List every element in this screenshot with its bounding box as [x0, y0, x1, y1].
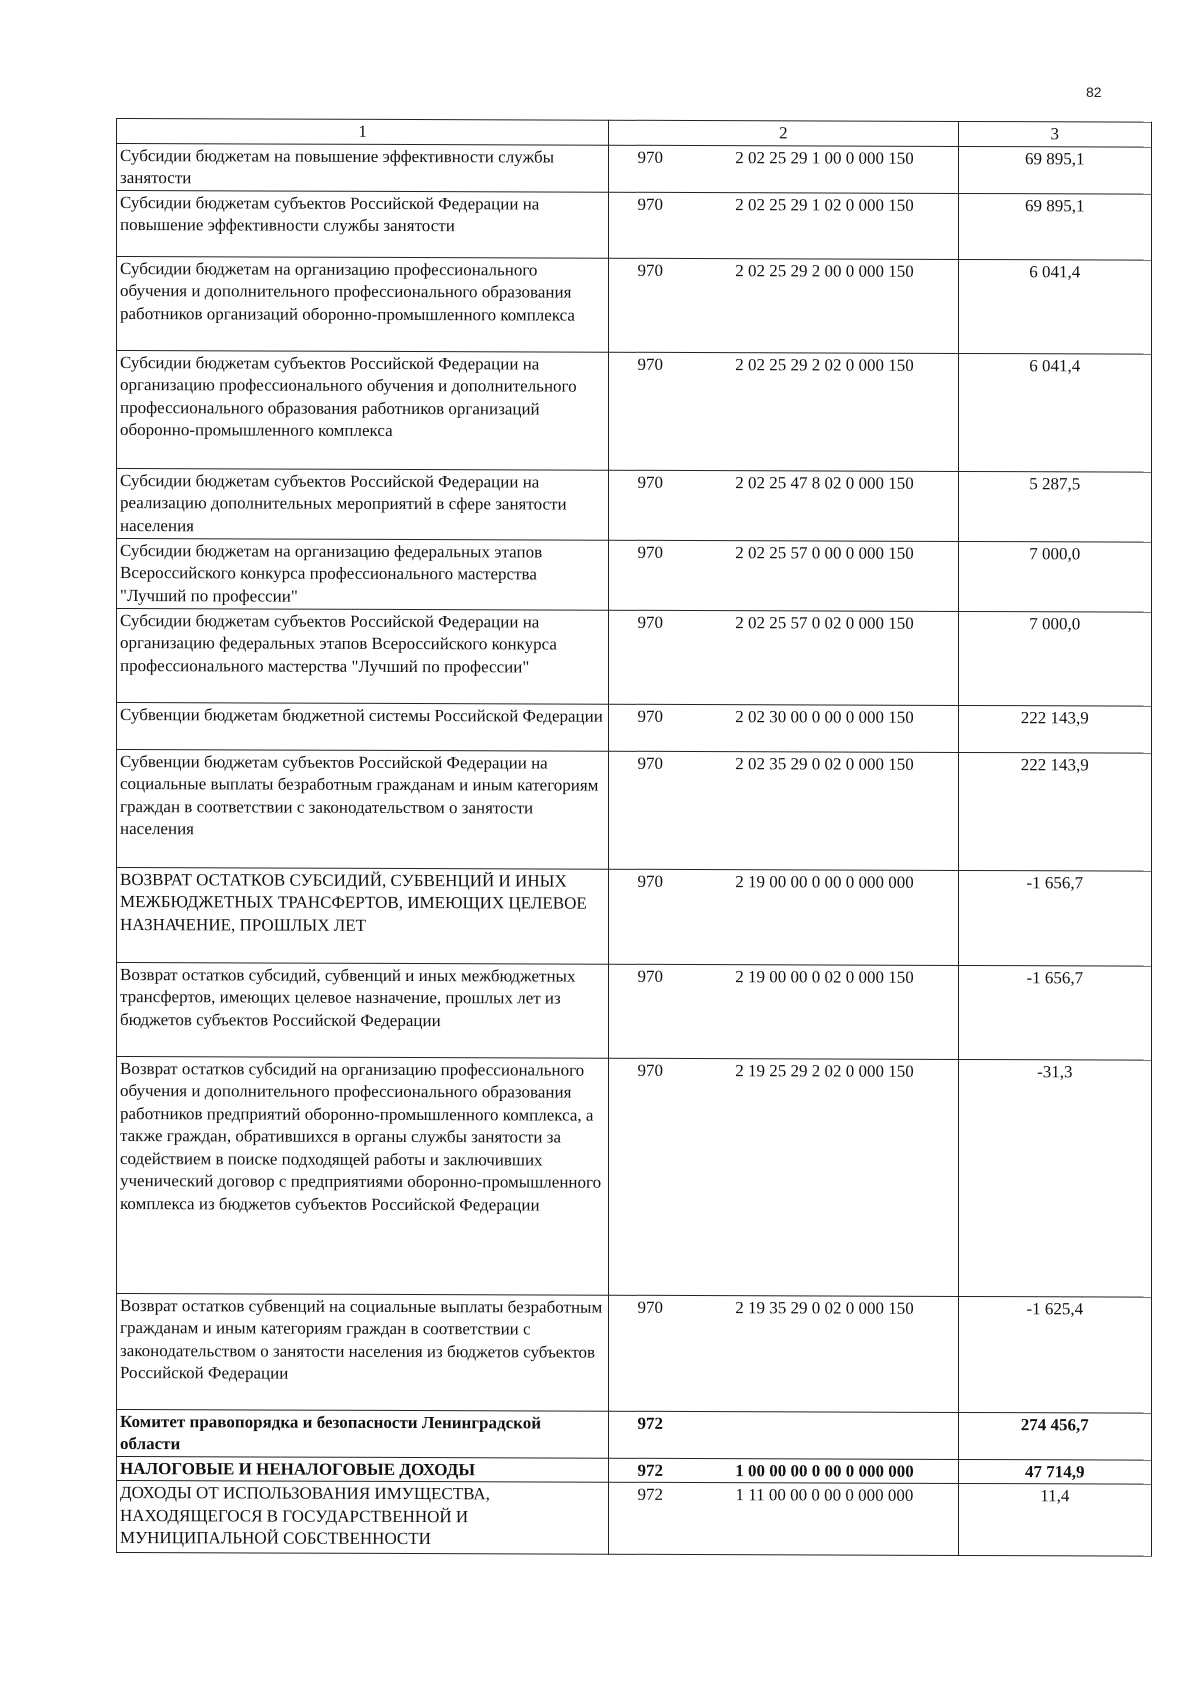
- table-row: [117, 1409, 1152, 1460]
- table-row: [117, 962, 1152, 1060]
- row-budget-code: 2 02 25 29 2 02 0 000 150: [691, 352, 958, 471]
- header-col-3: 3: [958, 121, 1151, 146]
- row-amount: -1 656,7: [958, 965, 1151, 1060]
- row-budget-code: 2 02 25 29 2 00 0 000 150: [691, 258, 958, 353]
- row-amount: -1 656,7: [958, 870, 1151, 966]
- header-col-2: 2: [609, 120, 958, 146]
- table-row: [117, 538, 1152, 612]
- row-budget-code: 2 19 25 29 2 02 0 000 150: [691, 1058, 958, 1296]
- row-amount: 222 143,9: [958, 705, 1151, 753]
- table-row: [117, 1056, 1152, 1297]
- row-budget-code: 2 02 25 29 1 00 0 000 150: [691, 145, 958, 193]
- row-budget-code: 2 19 00 00 0 02 0 000 150: [691, 964, 958, 1059]
- row-amount: 274 456,7: [958, 1412, 1151, 1460]
- table-row: [117, 867, 1152, 966]
- budget-revenue-table: [116, 118, 1152, 1557]
- row-amount: 69 895,1: [958, 146, 1151, 194]
- table-row: [117, 1293, 1152, 1413]
- table-row: [117, 190, 1152, 260]
- row-name: Субсидии бюджетам субъектов Российской Федерации на реализацию дополнительных мероприятий в сфере занятости населения: [117, 468, 609, 540]
- row-budget-code: 2 19 35 29 0 02 0 000 150: [691, 1295, 958, 1412]
- page-number: 82: [1086, 84, 1102, 100]
- row-name: НАЛОГОВЫЕ И НЕНАЛОГОВЫЕ ДОХОДЫ: [117, 1456, 609, 1482]
- row-admin-code: 970: [609, 869, 692, 964]
- table-row: [117, 749, 1152, 871]
- row-amount: 69 895,1: [958, 193, 1151, 260]
- row-name: Комитет правопорядка и безопасности Ленинградской области: [117, 1409, 609, 1458]
- row-amount: 5 287,5: [958, 471, 1151, 542]
- row-admin-code: 970: [609, 704, 692, 751]
- row-name: Возврат остатков субвенций на социальные выплаты безработным гражданам и иным категориям граждан в соответствии с законодательством о занятости населения из бюджетов субъектов Российской Федерации: [117, 1293, 609, 1411]
- row-admin-code: 970: [609, 145, 692, 192]
- row-amount: 6 041,4: [958, 259, 1151, 354]
- row-admin-code: 970: [609, 610, 692, 704]
- row-admin-code: 972: [609, 1482, 692, 1554]
- row-amount: 47 714,9: [958, 1459, 1151, 1484]
- row-amount: 7 000,0: [958, 611, 1151, 706]
- row-amount: -1 625,4: [958, 1296, 1151, 1413]
- row-admin-code: 972: [609, 1458, 692, 1483]
- header-col-1: 1: [117, 119, 609, 145]
- row-amount: 6 041,4: [958, 353, 1151, 472]
- row-budget-code: 2 02 35 29 0 02 0 000 150: [691, 751, 958, 870]
- row-budget-code: [691, 1411, 958, 1459]
- table-row: [117, 608, 1152, 706]
- table-row: [117, 702, 1152, 753]
- row-budget-code: 2 02 25 47 8 02 0 000 150: [691, 470, 958, 541]
- row-admin-code: 972: [609, 1411, 692, 1458]
- row-name: Субсидии бюджетам субъектов Российской Федерации на организацию профессионального обучения и дополнительного профессионального образования работников организаций оборонно-промышленного комплекса: [117, 350, 609, 470]
- table-row: [117, 143, 1152, 194]
- row-admin-code: 970: [609, 258, 692, 352]
- row-budget-code: 2 02 25 57 0 02 0 000 150: [691, 610, 958, 705]
- row-admin-code: 970: [609, 470, 692, 540]
- row-name: Субвенции бюджетам субъектов Российской Федерации на социальные выплаты безработным гражданам и иным категориям граждан в соответствии с законодательством о занятости населения: [117, 749, 609, 869]
- row-budget-code: 2 19 00 00 0 00 0 000 000: [691, 869, 958, 965]
- row-name: Субсидии бюджетам субъектов Российской Федерации на повышение эффективности службы занятости: [117, 190, 609, 258]
- table-row: [117, 1456, 1152, 1484]
- table-row: [117, 468, 1152, 542]
- row-name: Субвенции бюджетам бюджетной системы Российской Федерации: [117, 702, 609, 751]
- table-header-row: [117, 119, 1152, 147]
- row-admin-code: 970: [609, 1058, 692, 1295]
- row-budget-code: 2 02 30 00 0 00 0 000 150: [691, 704, 958, 752]
- row-budget-code: 2 02 25 57 0 00 0 000 150: [691, 540, 958, 611]
- row-name: Возврат остатков субсидий, субвенций и иных межбюджетных трансфертов, имеющих целевое назначение, прошлых лет из бюджетов субъектов Российской Федерации: [117, 962, 609, 1058]
- row-name: Субсидии бюджетам на организацию профессионального обучения и дополнительного профессионального образования работников организаций оборонно-промышленного комплекса: [117, 256, 609, 352]
- row-admin-code: 970: [609, 540, 692, 610]
- row-name: Субсидии бюджетам субъектов Российской Федерации на организацию федеральных этапов Всероссийского конкурса профессионального мастерства "Лучший по профессии": [117, 608, 609, 704]
- table-row: [117, 256, 1152, 354]
- row-name: Субсидии бюджетам на повышение эффективности службы занятости: [117, 143, 609, 192]
- row-amount: -31,3: [958, 1059, 1151, 1297]
- row-budget-code: 1 00 00 00 0 00 0 000 000: [691, 1458, 958, 1483]
- row-name: ВОЗВРАТ ОСТАТКОВ СУБСИДИЙ, СУБВЕНЦИЙ И ИНЫХ МЕЖБЮДЖЕТНЫХ ТРАНСФЕРТОВ, ИМЕЮЩИХ ЦЕЛЕВОЕ НАЗНАЧЕНИЕ, ПРОШЛЫХ ЛЕТ: [117, 867, 609, 964]
- table-row: [117, 350, 1152, 472]
- row-amount: 7 000,0: [958, 541, 1151, 612]
- row-admin-code: 970: [609, 192, 692, 258]
- row-name: Субсидии бюджетам на организацию федеральных этапов Всероссийского конкурса профессионального мастерства "Лучший по профессии": [117, 538, 609, 610]
- table-row: [117, 1481, 1152, 1557]
- row-admin-code: 970: [609, 964, 692, 1058]
- row-budget-code: 2 02 25 29 1 02 0 000 150: [691, 192, 958, 259]
- row-name: Возврат остатков субсидий на организацию профессионального обучения и дополнительного профессионального образования работников предприятий оборонно-промышленного комплекса, а также граждан, обратившихся в органы службы занятости за содействием в поиске подходящей работы и заключивших ученический договор с предприятиями оборонно-промышленного комплекса из бюджетов субъектов Российской Федерации: [117, 1056, 609, 1295]
- row-admin-code: 970: [609, 751, 692, 869]
- row-admin-code: 970: [609, 352, 692, 470]
- row-budget-code: 1 11 00 00 0 00 0 000 000: [691, 1483, 958, 1556]
- row-amount: 222 143,9: [958, 752, 1151, 871]
- row-admin-code: 970: [609, 1295, 692, 1411]
- row-amount: 11,4: [958, 1483, 1151, 1556]
- row-name: ДОХОДЫ ОТ ИСПОЛЬЗОВАНИЯ ИМУЩЕСТВА, НАХОДЯЩЕГОСЯ В ГОСУДАРСТВЕННОЙ И МУНИЦИПАЛЬНОЙ СОБСТВЕННОСТИ: [117, 1481, 609, 1555]
